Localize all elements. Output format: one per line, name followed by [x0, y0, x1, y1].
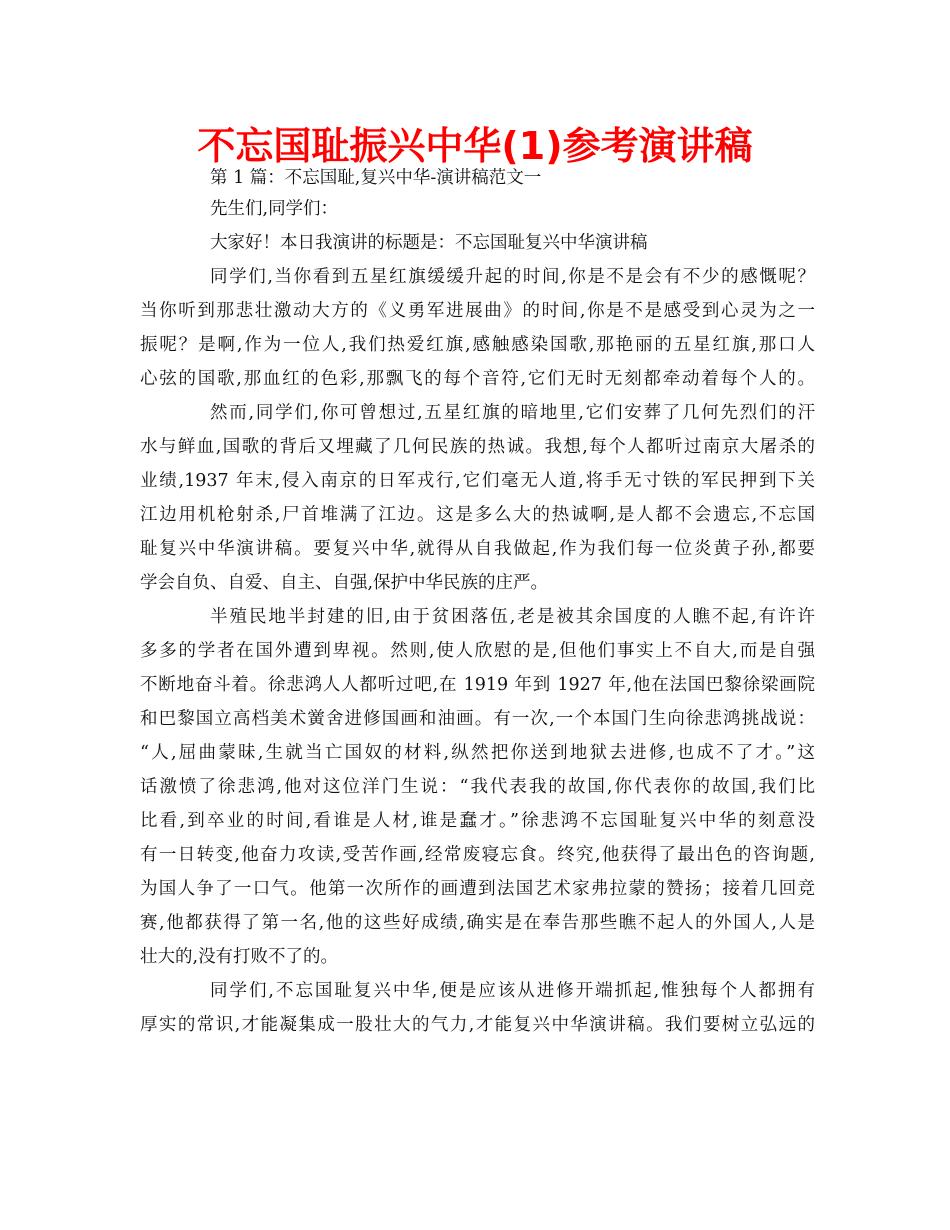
text-line: 有一日转变,他奋力攻读,受苦作画,经常废寝忘食。终究,他获得了最出色的咨询题, — [140, 845, 815, 865]
text-line: 壮大的,没有打败不了的。 — [140, 947, 339, 967]
text-line: 话激愤了徐悲鸿,他对这位洋门生说：“我代表我的故国,你代表你的故国,我们比 — [140, 777, 815, 797]
text-line: 半殖民地半封建的旧,由于贫困落伍,老是被其余国度的人瞧不起,有许许 — [210, 607, 815, 627]
salutation: 先生们,同学们： — [210, 199, 339, 219]
text-line: 学会自负、自爱、自主、自强,保护中华民族的庄严。 — [140, 573, 549, 593]
text-line: 为国人争了一口气。他第一次所作的画遭到法国艺术家弗拉蒙的赞扬；接着几回竞 — [140, 879, 815, 899]
section-heading: 第 1 篇：不忘国耻,复兴中华-演讲稿范文一 — [210, 168, 542, 188]
text-line: 同学们,不忘国耻复兴中华,便是应该从进修开端抓起,惟独每个人都拥有 — [210, 981, 815, 1001]
text-line: 赛,他都获得了第一名,他的这些好成绩,确实是在奉告那些瞧不起人的外国人,人是 — [140, 913, 815, 933]
text-line: 当你听到那悲壮激动大方的《义勇军进展曲》的时间,你是不是感受到心灵为之一 — [140, 301, 815, 321]
text-line: 耻复兴中华演讲稿。要复兴中华,就得从自我做起,作为我们每一位炎黄子孙,都要 — [140, 539, 815, 559]
text-line: 多多的学者在国外遭到卑视。然则,使人欣慰的是,但他们事实上不自大,而是自强 — [140, 641, 815, 661]
text-line: 厚实的常识,才能凝集成一股壮大的气力,才能复兴中华演讲稿。我们要树立弘远的 — [140, 1015, 815, 1035]
text-line: 江边用机枪射杀,尸首堆满了江边。这是多么大的热诚啊,是人都不会遗忘,不忘国 — [140, 505, 815, 525]
text-line: 然而,同学们,你可曾想过,五星红旗的暗地里,它们安葬了几何先烈们的汗 — [210, 403, 815, 423]
text-line: 振呢？是啊,作为一位人,我们热爱红旗,感触感染国歌,那艳丽的五星红旗,那口人 — [140, 335, 815, 355]
text-line: 心弦的国歌,那血红的色彩,那飘飞的每个音符,它们无时无刻都牵动着每个人的。 — [140, 369, 815, 389]
text-line: 同学们,当你看到五星红旗缓缓升起的时间,你是不是会有不少的感慨呢？ — [210, 267, 815, 287]
text-line: 比看,到卒业的时间,看谁是人材,谁是蠢才。”徐悲鸿不忘国耻复兴中华的刻意没 — [140, 811, 815, 831]
greeting-line: 大家好！本日我演讲的标题是：不忘国耻复兴中华演讲稿 — [210, 233, 648, 253]
document-title: 不忘国耻振兴中华(1)参考演讲稿 — [197, 124, 753, 168]
text-line: 业绩,1937 年末,侵入南京的日军戎行,它们毫无人道,将手无寸铁的军民押到下关 — [140, 471, 815, 491]
text-line: 水与鲜血,国歌的背后又埋藏了几何民族的热诚。我想,每个人都听过南京大屠杀的 — [140, 437, 815, 457]
text-line: “人,屈曲蒙昧,生就当亡国奴的材料,纵然把你送到地狱去进修,也成不了才。”这 — [140, 743, 815, 763]
text-line: 不断地奋斗着。徐悲鸿人人都听过吧,在 1919 年到 1927 年,他在法国巴黎徐梁画院 — [140, 675, 815, 695]
text-line: 和巴黎国立高档美术黉舍进修国画和油画。有一次,一个本国门生向徐悲鸿挑战说： — [140, 709, 815, 729]
document-body — [140, 164, 815, 1042]
